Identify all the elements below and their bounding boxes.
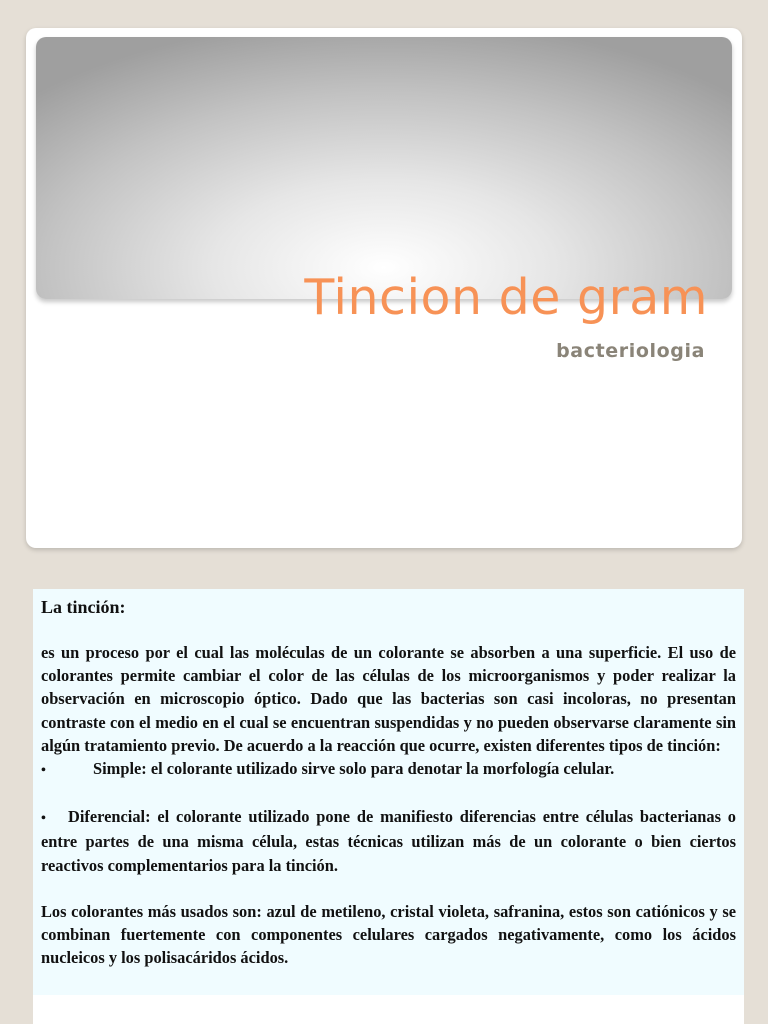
bullet-item-diferencial bbox=[41, 805, 736, 877]
intro-paragraph: es un proceso por el cual las moléculas de un colorante se absorben a una superficie. El uso de colorantes permite cambiar el color de las células de los microorganismos y poder realizar la observación en microscopio óptico. Dado que las bacterias son casi incoloras, no presentan contraste con el medio en el cual se encuentran suspendidas y no pueden observarse claramente sin algún tratamiento previo. De acuerdo a la reacción que ocurre, existen diferentes tipos de tinción: bbox=[41, 643, 736, 755]
bullet-text: Simple: el colorante utilizado sirve solo para denotar la morfología celular. bbox=[93, 759, 615, 779]
slide-subtitle: bacteriologia bbox=[556, 340, 705, 362]
bullet-icon: • bbox=[41, 763, 46, 779]
slide-title: Tincion de gram bbox=[304, 269, 708, 326]
colorants-paragraph: Los colorantes más usados son: azul de metileno, cristal violeta, safranina, estos son catiónicos y se combinan fuertemente con componentes celulares cargados negativamente, como los ácidos nucleicos y los polisacáridos ácidos. bbox=[41, 901, 736, 968]
bullet-item-simple bbox=[41, 757, 736, 782]
content-slide bbox=[33, 589, 744, 1024]
content-textbox bbox=[33, 589, 744, 995]
bullet-text: Diferencial: el colorante utilizado pone de manifiesto diferencias entre células bacterianas o entre partes de una misma célula, estas técnicas utilizan más de un colorante o bien ciertos reactivos complementarios para la tinción. bbox=[41, 807, 736, 875]
section-heading: La tinción: bbox=[41, 597, 126, 617]
title-banner bbox=[36, 37, 732, 299]
title-slide bbox=[26, 28, 742, 548]
bullet-icon: • bbox=[41, 811, 46, 827]
page-edge bbox=[744, 589, 768, 994]
